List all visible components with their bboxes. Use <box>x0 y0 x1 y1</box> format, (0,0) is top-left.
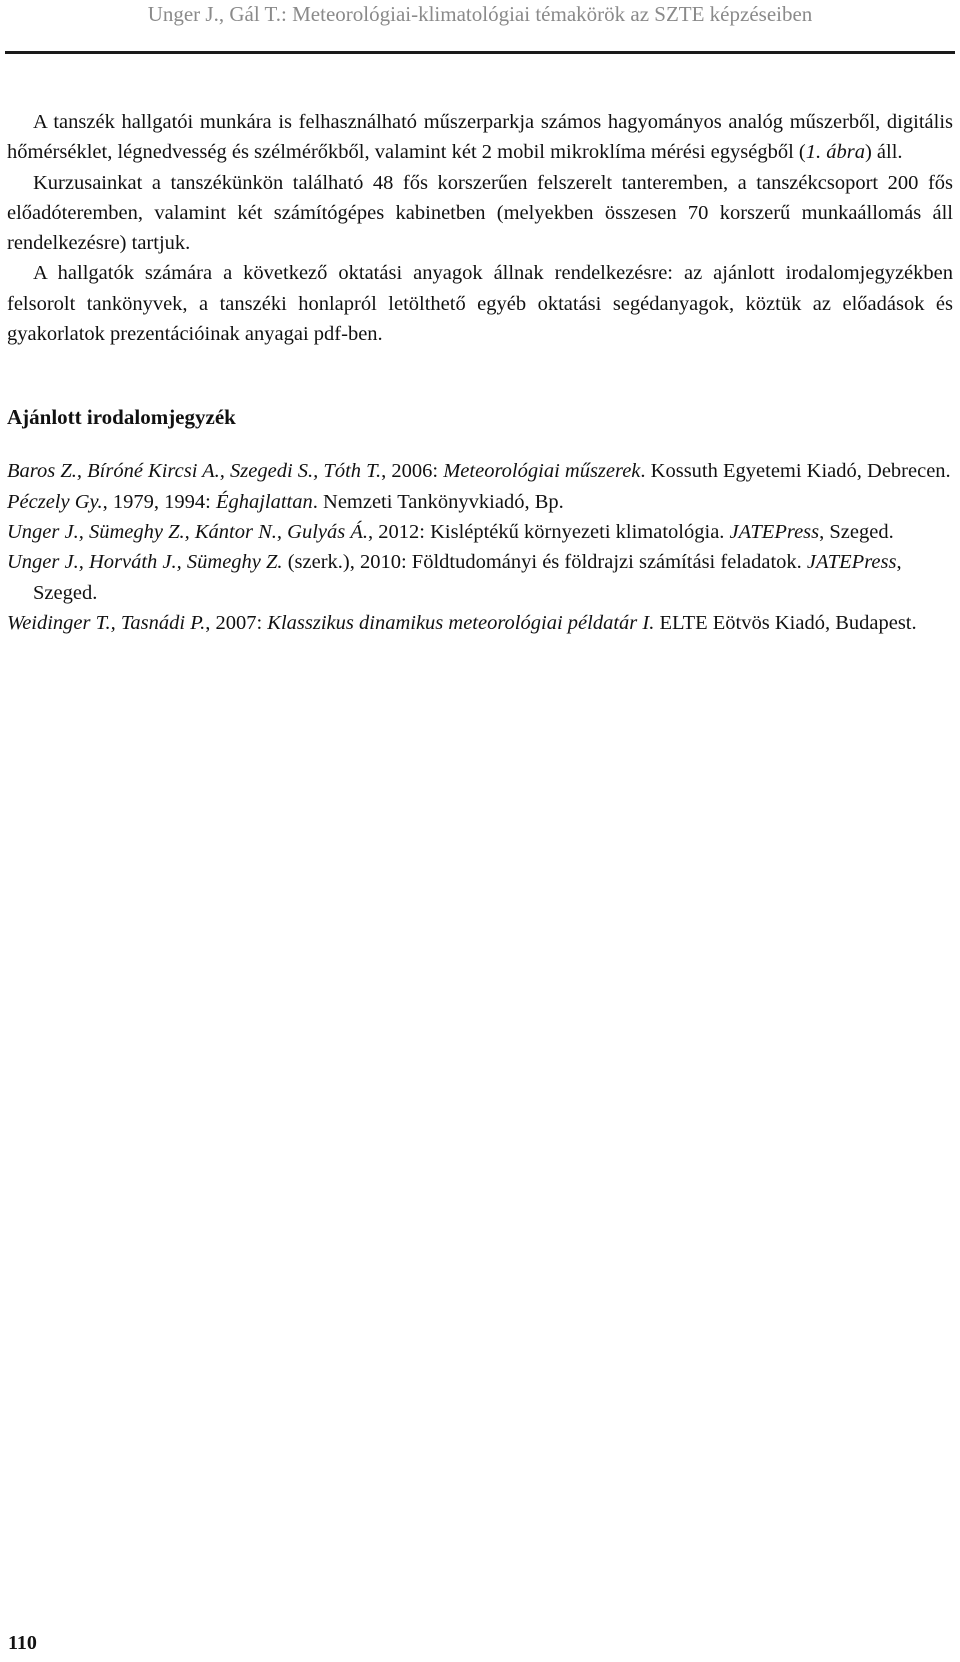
reference-item <box>7 608 953 638</box>
reference-run: , 2012: Kisléptékű környezeti klimatológia. <box>368 520 730 543</box>
paragraph-run: A hallgatók számára a következő oktatási anyagok állnak rendelkezésre: az ajánlott irodalomjegyzékben felsorolt tankönyvek, a tanszéki honlapról letölthető egyéb oktatási segédanyagok, köztük az előadások és gyakorlatok prezentációinak anyagai pdf-ben. <box>7 262 953 346</box>
paragraph-equipment <box>7 107 953 168</box>
header-rule <box>5 51 955 54</box>
paragraph-run: ) áll. <box>864 141 903 164</box>
page-content <box>7 107 953 638</box>
reference-run: , 2006: <box>381 460 444 483</box>
reference-run: ELTE Eötvös Kiadó, Budapest. <box>654 611 917 634</box>
reference-authors: Péczely Gy. <box>7 490 103 513</box>
page-number: 110 <box>8 1632 37 1654</box>
paragraph-run: A tanszék hallgatói munkára is felhasználható műszerparkja számos hagyományos analóg műszerből, digitális hőmérséklet, légnedvesség és szélmérőkből, valamint két 2 mobil mikroklíma mérési egységből ( <box>7 111 953 164</box>
reference-run: (szerk.), 2010: Földtudományi és földrajzi számítási feladatok. <box>282 551 807 574</box>
reference-authors: Unger J., Horváth J., Sümeghy Z. <box>7 551 283 574</box>
reference-title: Klasszikus dinamikus meteorológiai példatár I. <box>267 611 655 634</box>
reference-item <box>7 517 953 547</box>
figure-reference: 1. ábra <box>805 141 865 164</box>
reference-run: . Kossuth Egyetemi Kiadó, Debrecen. <box>640 460 951 483</box>
reference-title: Éghajlattan <box>215 490 313 513</box>
reference-authors: Unger J., Sümeghy Z., Kántor N., Gulyás Á. <box>7 520 369 543</box>
reference-item <box>7 456 953 486</box>
paragraph-materials <box>7 258 953 349</box>
reference-run: , Szeged. <box>33 551 902 604</box>
body-text <box>7 107 953 349</box>
reference-run: , 2007: <box>205 611 268 634</box>
reference-run: , Szeged. <box>819 520 894 543</box>
reference-publisher: JATEPress <box>729 520 820 543</box>
reference-list <box>7 456 953 638</box>
reference-run: . Nemzeti Tankönyvkiadó, Bp. <box>312 490 564 513</box>
reference-run: , 1979, 1994: <box>102 490 216 513</box>
reference-item <box>7 547 953 608</box>
reference-title: Meteorológiai műszerek <box>443 460 641 483</box>
reference-authors: Weidinger T., Tasnádi P. <box>7 611 206 634</box>
paragraph-classrooms <box>7 168 953 259</box>
paragraph-run: Kurzusainkat a tanszékünkön található 48 fős korszerűen felszerelt tanteremben, a tanszékcsoport 200 fős előadóteremben, valamint két számítógépes kabinetben (melyekben összesen 70 korszerű munkaállomás áll rendelkezésre) tartjuk. <box>7 171 953 255</box>
section-title: Ajánlott irodalomjegyzék <box>7 405 236 430</box>
reference-authors: Baros Z., Bíróné Kircsi A., Szegedi S., Tóth T. <box>7 460 382 483</box>
running-header: Unger J., Gál T.: Meteorológiai-klimatológiai témakörök az SZTE képzéseiben <box>147 2 813 26</box>
reference-item <box>7 487 953 517</box>
reference-publisher: JATEPress <box>806 551 897 574</box>
